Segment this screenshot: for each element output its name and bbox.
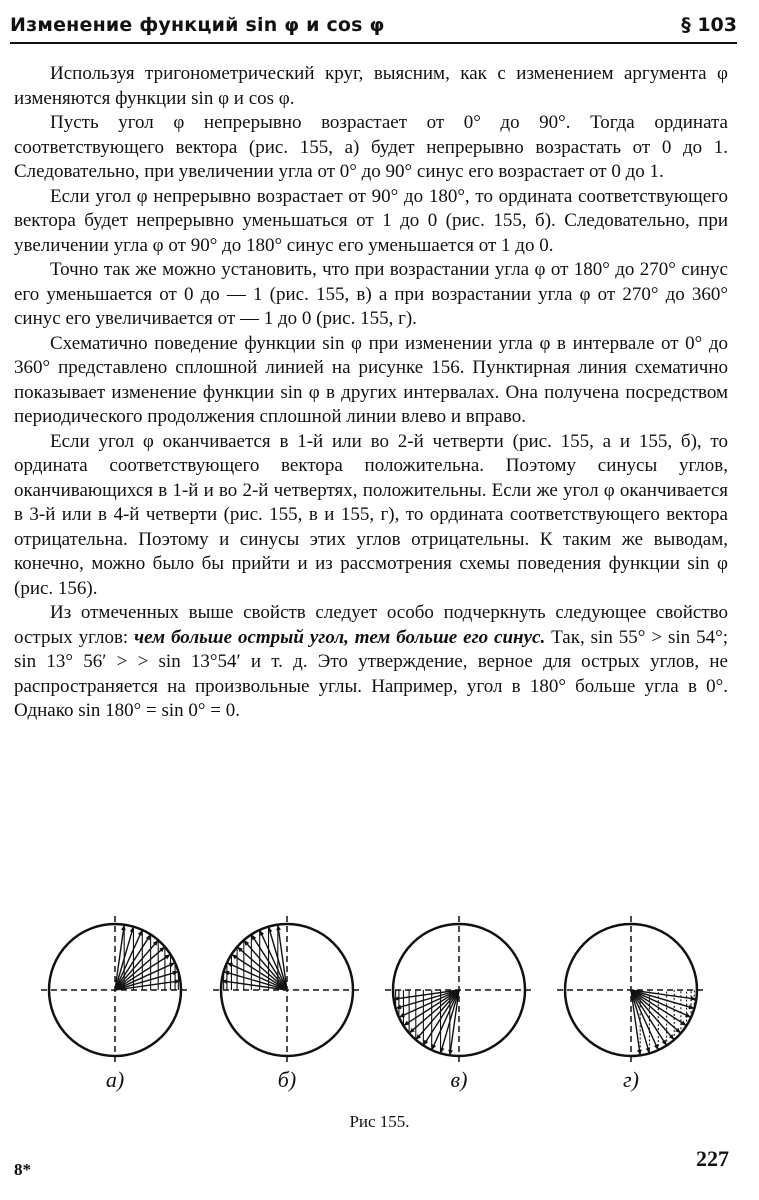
figure-b [212,915,362,1115]
paragraph-part: Так, sin 55° > sin 54°; sin 13° 56′ > > sin 13°54′ и т. д. Это утверждение, верное для острых углов, не распространяется на произвольные углы. Например, угол в 180° больше угла в 0°. Однако sin 180° = sin 0° = 0. [14,626,728,721]
paragraph: Используя тригонометрический круг, выясним, как с изменением аргумента φ изменяются функции sin φ и cos φ. [14,63,728,109]
figure-d [556,915,706,1115]
vector-arrowhead [688,1005,694,1009]
circle-diagram-d [556,915,706,1065]
running-header [10,8,737,44]
circle-diagram-b [212,915,362,1065]
paragraph: Точно так же можно установить, что при возрастании угла φ от 180° до 270° синус его уменьшается от 0 до — 1 (рис. 155, в) а при возрастании угла φ от 270° до 360° синус его увеличивается от — 1 до 0 (рис. 155, г). [14,259,728,329]
section-number: § 103 [681,14,737,36]
paragraph: Если угол φ непрерывно возрастает от 90° до 180°, то ордината соответствующего вектора будет непрерывно уменьшаться от 1 до 0 (рис. 155, б). Следовательно, при увеличении угла φ от 90° до 180° синус его уменьшается от 1 до 0. [14,185,728,256]
circle-diagram-c [384,915,534,1065]
paragraph: Схематично поведение функции sin φ при изменении угла φ в интервале от 0° до 360° представлено сплошной линией на рисунке 156. Пунктирная линия схематично показывает изменение функции sin φ в других интервалах. Она получена посредством периодического продолжения сплошной линии влево и вправо. [14,332,728,427]
signature-mark: 8* [14,1160,31,1179]
paragraph: Если угол φ оканчивается в 1-й или во 2-й четверти (рис. 155, а и 155, б), то ордината соответствующего вектора положительна. Поэтому синусы углов, оканчивающихся в 1-й и во 2-й четвертях, положительны. Если же угол φ оканчивается в 3-й или в 4-й четверти (рис. 155, в и 155, г), то ордината соответствующего вектора отрицательна. Поэтому и синусы этих углов отрицательны. К таким же выводам, конечно, можно было бы прийти и из рассмотрения схемы поведения функции sin φ (рис. 156). [14,430,728,599]
figure-label: в) [450,1067,468,1092]
figure-label: а) [105,1067,125,1092]
paragraph-part: Из отмеченных выше свойств следует особо подчеркнуть следующее свойство острых углов: [14,602,728,648]
running-title: Изменение функций sin φ и cos φ [10,14,385,36]
emphasized-statement: чем больше острый угол, тем больше его синус. [134,626,546,648]
figure-a [40,915,190,1115]
figure-c [384,915,534,1115]
body-text [14,62,728,724]
page-number: 227 [696,1146,729,1171]
paragraph: Пусть угол φ непрерывно возрастает от 0° до 90°. Тогда ордината соответствующего вектора (рис. 155, а) будет непрерывно возрастать от 0 до 1. Следовательно, при увеличении угла от 0° до 90° синус его возрастает от 0 до 1. [14,112,728,182]
figure-caption: Рис 155. [349,1112,410,1131]
figure-label: б) [277,1067,297,1092]
paragraph-acute-angles [14,601,728,724]
figure-155 [40,915,730,1115]
circle-diagram-a [40,915,190,1065]
figure-label: г) [623,1067,639,1092]
